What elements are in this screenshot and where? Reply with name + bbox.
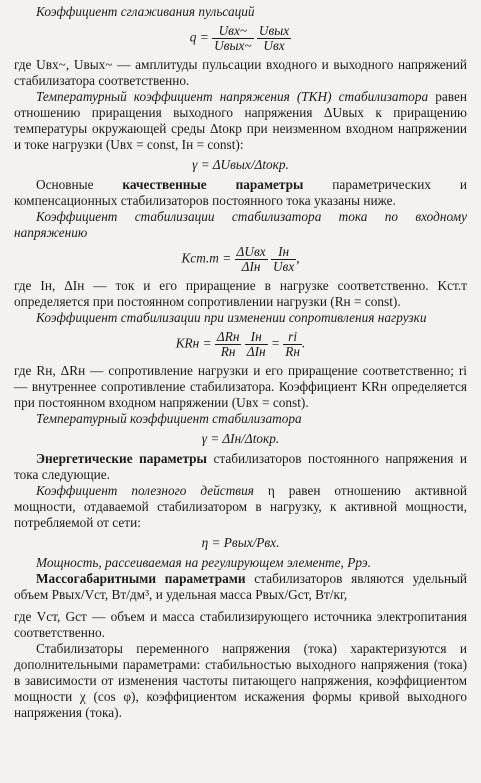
term-bold: Энергетические параметры <box>36 451 207 466</box>
paragraph: где Rн, ΔRн — сопротивление нагрузки и его приращение соответственно; ri — внутреннее сопротивление стабилизатора. Коэффициент KRн определяется при постоянном входном напряжении (Uвх = const). <box>14 363 467 410</box>
paragraph-heading: Коэффициент стабилизации стабилизатора тока по входному напряжению <box>14 209 467 240</box>
formula-lhs: q = <box>189 29 209 45</box>
text: Основные <box>36 177 123 192</box>
paragraph-heading: Коэффициент стабилизации при изменении сопротивления нагрузки <box>36 310 427 325</box>
formula-tkn: γ = ΔUвых/Δtокр. <box>192 157 289 172</box>
fraction <box>271 245 296 274</box>
numerator: ΔUвх <box>236 244 266 259</box>
smoothing-coefficient-heading: Коэффициент сглаживания пульсаций <box>36 4 255 19</box>
fraction <box>245 330 268 359</box>
term: Коэффициент полезного действия <box>36 483 254 498</box>
term-bold: качественные параметры <box>122 177 304 192</box>
numerator: ΔRн <box>216 329 240 344</box>
paragraph: Стабилизаторы переменного напряжения (тока) характеризуются и дополнительными параметрами: стабильностью выходного напряжения (тока) в зависимости от изменения частоты питающего напряжения, коэффициентом мощности χ (cos φ), коэффициентом искажения формы кривой выходного напряжения (тока). <box>14 641 467 720</box>
paragraph <box>14 571 467 603</box>
denominator: ΔIн <box>246 344 266 359</box>
term: Температурный коэффициент напряжения (ТКН) стабилизатора <box>36 89 429 104</box>
numerator: Iн <box>245 330 268 345</box>
denominator: Uвх <box>272 259 295 274</box>
fraction <box>215 330 242 359</box>
fraction <box>283 330 302 359</box>
equals-sign: = <box>270 335 280 351</box>
numerator: ri <box>283 330 302 345</box>
numerator: Iн <box>271 245 296 260</box>
formula-kst: Kст.т = $\frac{\text{ΔUвх}}{\text{ΔIн}}$ $\frac{Iн}{\text{Uвх}}$ , <box>181 244 300 274</box>
text: стабилизаторов постоянного напряжения и тока следующие. <box>14 451 467 482</box>
term-bold: Массогабаритными параметрами <box>36 571 246 586</box>
denominator: Uвых~ <box>214 38 252 53</box>
numerator: Uвых <box>258 23 290 38</box>
denominator: Rн <box>285 344 300 359</box>
denominator: ΔIн <box>241 259 261 274</box>
paragraph-text: равен отношению приращения выходного напряжения ΔUвых к приращению температуры окружающей среды Δtокр при неизменном входном напряжении и токе нагрузки (Uвх = const, Iн = const): <box>14 89 467 152</box>
formula-smoothing <box>14 24 467 53</box>
numerator: Uвх~ <box>212 24 253 39</box>
paragraph <box>14 89 467 153</box>
formula-temp-coef: γ = ΔIн/Δtокр. <box>201 431 280 446</box>
paragraph: где Iн, ΔIн — ток и его приращение в нагрузке соответственно. Kст.т определяется при постоянном сопротивлении нагрузки (Rн = const). <box>14 278 467 309</box>
paragraph <box>14 451 467 483</box>
paragraph-heading: Мощность, рассеиваемая на регулирующем элементе, Pрэ. <box>36 555 371 570</box>
paragraph: где Uвх~, Uвых~ — амплитуды пульсации входного и выходного напряжений стабилизатора соответственно. <box>14 57 467 88</box>
paragraph <box>14 483 467 531</box>
paragraph-heading: Температурный коэффициент стабилизатора <box>36 411 302 426</box>
denominator: Uвх <box>263 38 285 53</box>
fraction <box>257 24 291 53</box>
denominator: Rн <box>220 344 236 359</box>
formula-lhs: KRн = <box>175 335 212 351</box>
fraction <box>212 24 253 53</box>
paragraph <box>14 177 467 209</box>
paragraph: где Vст, Gст — объем и масса стабилизирующего источника электропитания соответственно. <box>14 609 467 640</box>
formula-krn: KRн = $\frac{\text{ΔRн}}{Rн}$ $\frac{Iн}{\text{ΔIн}}$ = $\frac{ri}{Rн}$ . <box>175 329 306 359</box>
formula-lhs: Kст.т = <box>181 250 232 266</box>
text: η равен отношению активной мощности, отдаваемой стабилизатором в нагрузку, к активной мощности, потребляемой от сети: <box>14 483 467 530</box>
fraction <box>235 245 268 274</box>
text: стабилизаторов являются удельный объем Pвых/Vст, Вт/дм³, и удельная масса Pвых/Gст, Вт/кг, <box>14 571 467 602</box>
text: параметрических и компенсационных стабилизаторов постоянного тока указаны ниже. <box>14 177 468 208</box>
formula-efficiency: η = Pвых/Pвх. <box>201 535 280 550</box>
